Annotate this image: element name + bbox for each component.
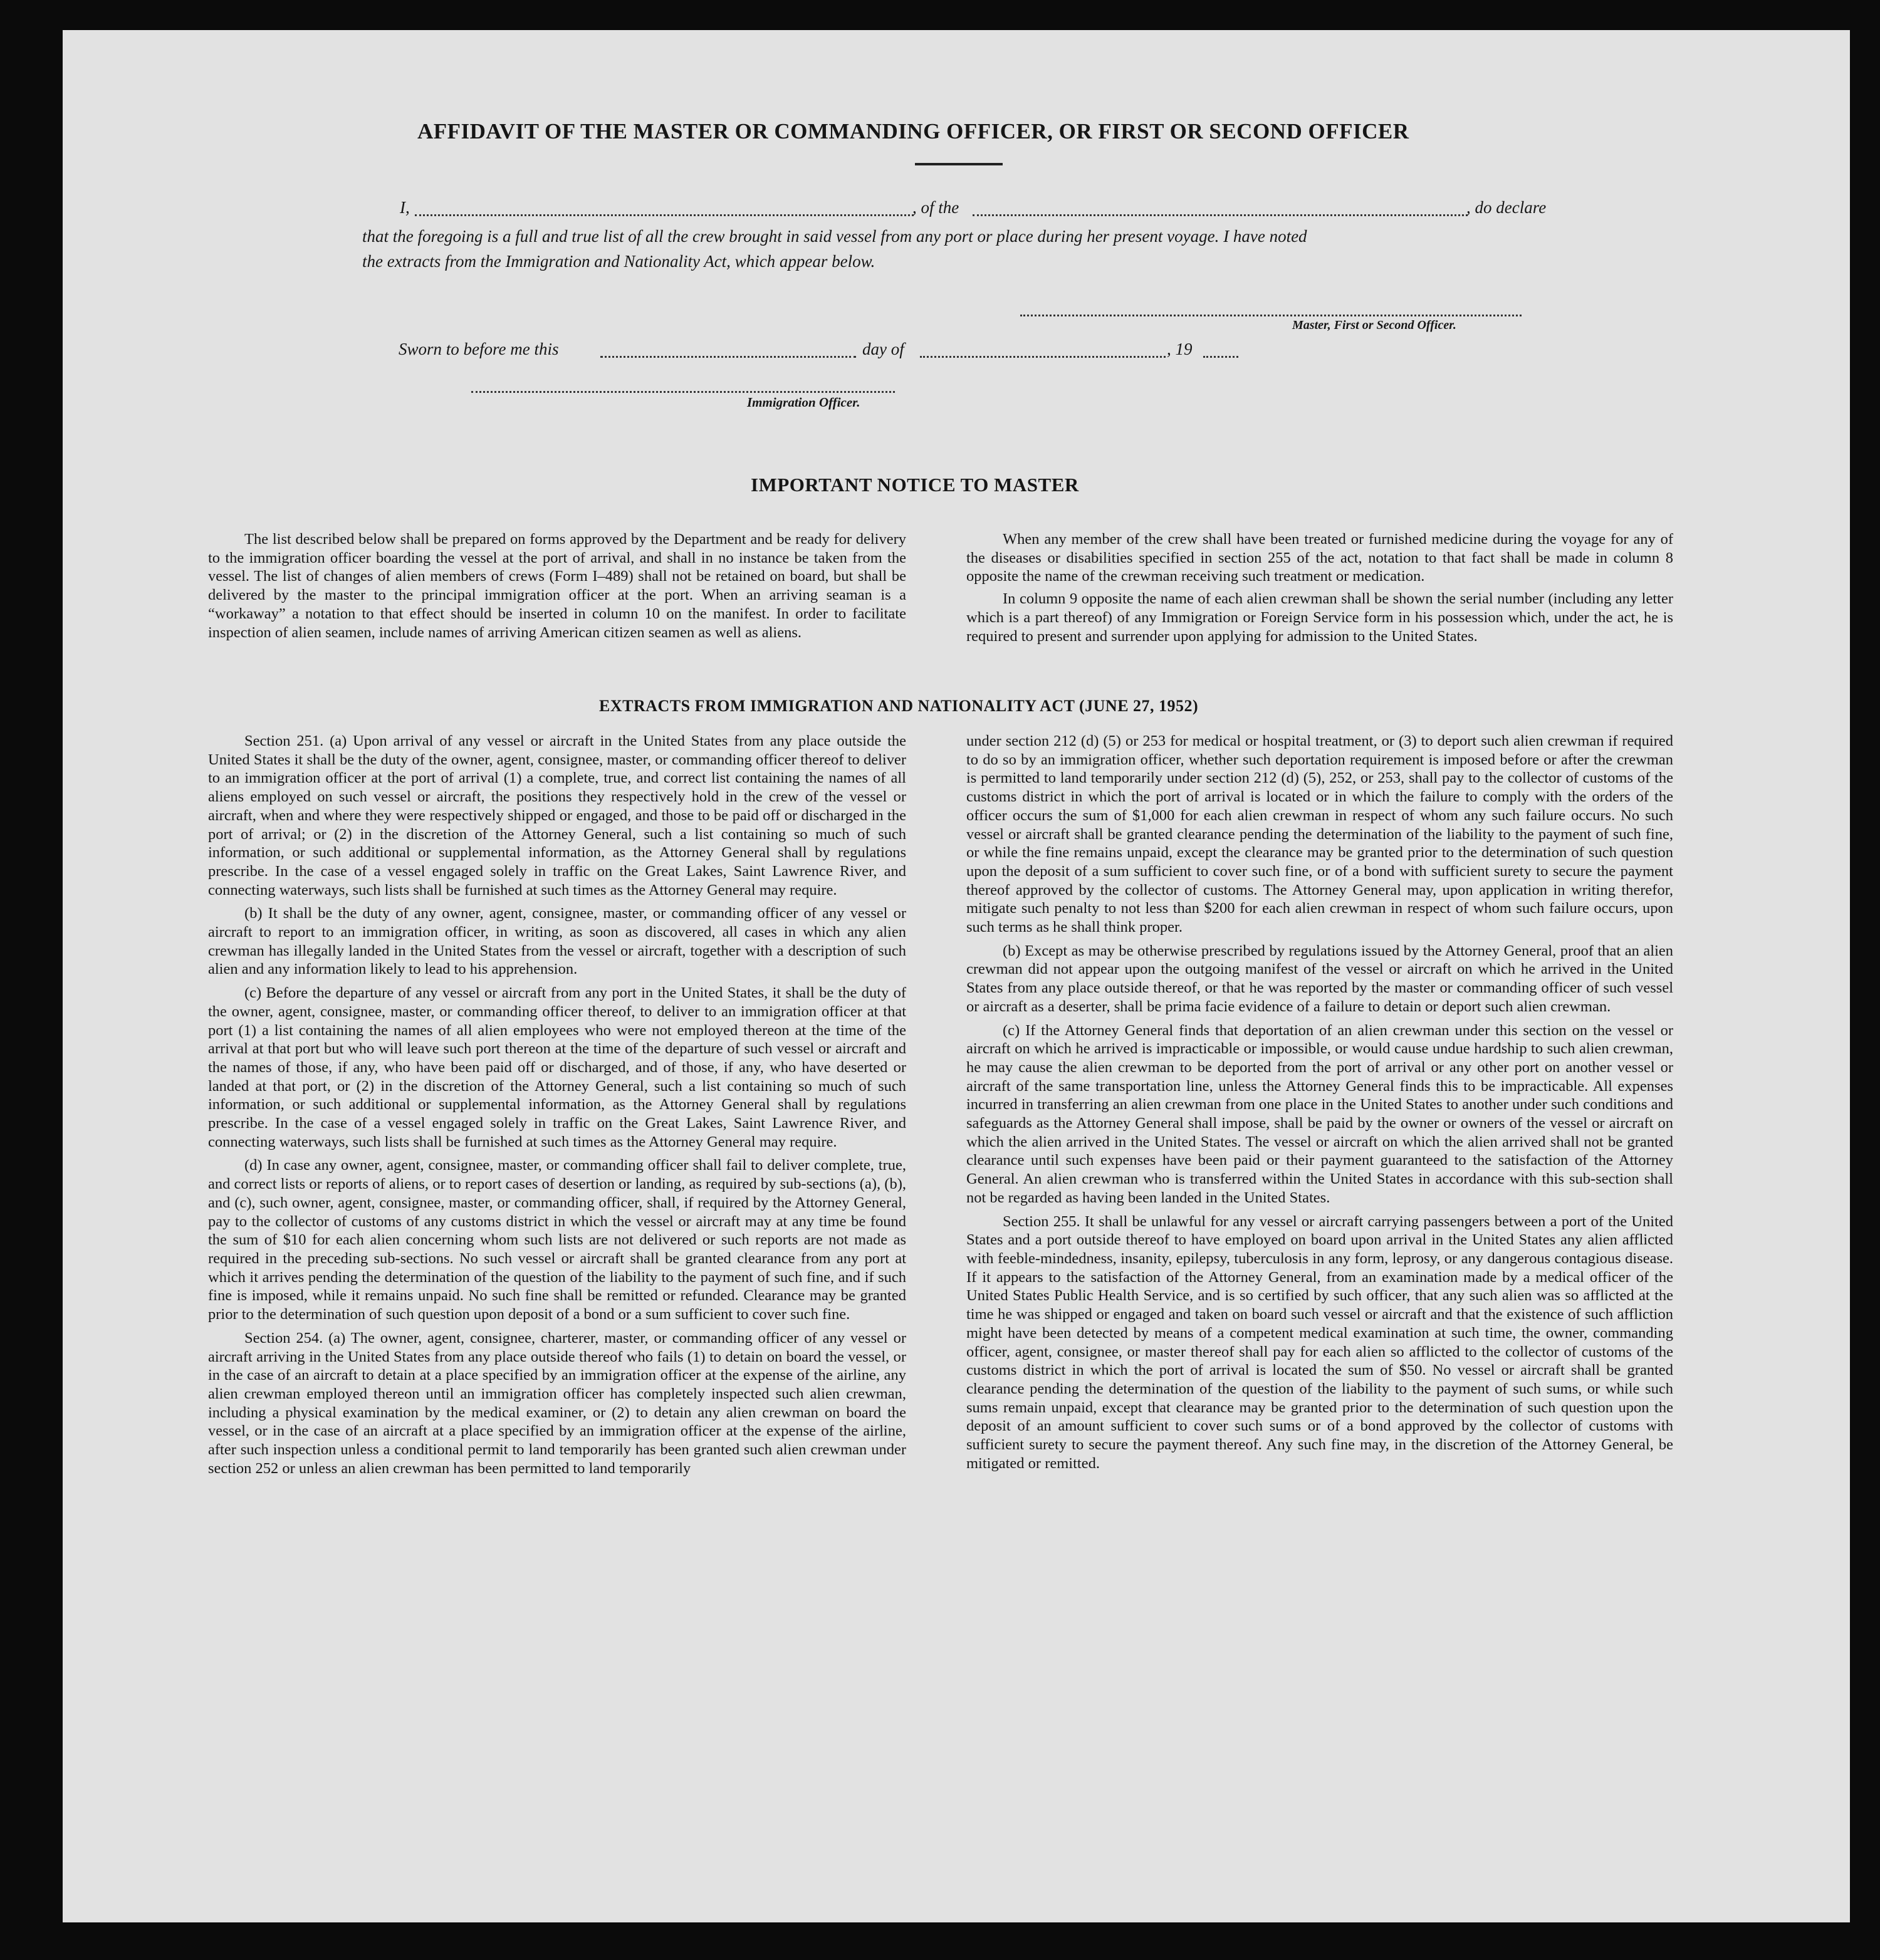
sworn-to-label: Sworn to before me this xyxy=(399,340,559,358)
notice-right-paragraph-1: When any member of the crew shall have been treated or furnished medicine during the voyage for any of the diseases or disabilities specified in section 255 of the act, notation to that fact shall be made in column 8 opposite the name of the crewman receiving such treatment or medication. xyxy=(966,531,1673,585)
sworn-month-blank xyxy=(920,356,1166,358)
officer-signature-label: Immigration Officer. xyxy=(747,395,860,410)
extracts-right-column xyxy=(966,732,1673,1478)
notice-left-paragraph: The list described below shall be prepared on forms approved by the Department and be ready for delivery to the immigration officer boarding the vessel at the port of arrival, and shall in no instance be taken from the vessel. The list of changes of alien members of crews (Form I–489) shall not be retained on board, but shall be delivered by the master to the principal immigration officer at the port. When an arriving seaman is a “workaway” a notation to that effect should be inserted in column 10 on the manifest. In order to facilitate inspection of alien seamen, include names of arriving American citizen seamen as well as aliens. xyxy=(208,531,906,641)
day-of-label: day of xyxy=(862,340,904,358)
notice-left-column xyxy=(208,530,906,647)
section-254-a-continued: under section 212 (d) (5) or 253 for medical or hospital treatment, or (3) to deport such alien crewman if required to do so by an immigration officer, whether such deportation requirement is imposed before or after the crewman is permitted to land temporarily under section 212 (d) (5), 252, or 253, shall pay to the collector of customs of the customs district in which the port of arrival is located or in which the failure to comply with the orders of the officer occurs the sum of $1,000 for each alien crewman in respect of whom any such failure occurs. No such vessel or aircraft shall be granted clearance pending the determination of the liability to the payment of such fine, or while the fine remains unpaid, except the clearance may be granted prior to the determination of such question upon the deposit of a sum sufficient to cover such fine, or of a bond with sufficient surety to secure the payment thereof approved by the collector of customs. The Attorney General may, upon application in writing therefor, mitigate such penalty to not less than $200 for each alien crewman in respect of whom such failure occurs, upon such terms as he shall think proper. xyxy=(966,732,1673,936)
section-254-a: Section 254. (a) The owner, agent, consignee, charterer, master, or commanding officer of any vessel or aircraft arriving in the United States from any place outside thereof who fails (1) to detain on board the vessel, or in the case of an aircraft to detain at a place specified by an immigration officer at the expense of the airline, any alien crewman employed thereon until an immigration officer has completely inspected such alien crewman, including a physical examination by the medical examiner, or (2) to detain any alien crewman on board the vessel, or in the case of an aircraft at a place specified by an immigration officer at the expense of the airline, after such inspection unless a conditional permit to land temporarily has been granted such alien crewman under section 252 or unless an alien crewman has been permitted to land temporarily xyxy=(208,1329,906,1477)
document-page xyxy=(63,30,1850,1922)
notice-right-column xyxy=(966,530,1673,650)
affidavit-title: AFFIDAVIT OF THE MASTER OR COMMANDING OFFICER, OR FIRST OR SECOND OFFICER xyxy=(417,119,1409,143)
name-blank xyxy=(415,214,914,216)
notice-heading: IMPORTANT NOTICE TO MASTER xyxy=(751,474,1079,496)
title-divider xyxy=(915,163,1003,165)
section-251-c: (c) Before the departure of any vessel or aircraft from any port in the United States, it shall be the duty of the owner, agent, consignee, master, or commanding officer thereof, to deliver to an immigration officer at that port (1) a list containing the names of all alien employees who were not employed thereon at the time of the arrival at that port but who will leave such port thereon at the time of the departure of such vessel or aircraft and the names of those, if any, who have been paid off or discharged, and of those, if any, who have deserted or landed at that port, or (2) in the discretion of the Attorney General, such a list containing so much of such information, or such additional or supplemental information, as the Attorney General shall by regulations prescribe. In the case of a vessel engaged solely in traffic on the Great Lakes, Saint Lawrence River, and connecting waterways, such lists shall be furnished at such times as the Attorney General may require. xyxy=(208,984,906,1150)
section-251-d: (d) In case any owner, agent, consignee, master, or commanding officer shall fail to deliver complete, true, and correct lists or reports of aliens, or to report cases of desertion or landing, as required by sub-sections (a), (b), and (c), such owner, agent, consignee, master, or commanding officer, shall, if required by the Attorney General, pay to the collector of customs of any customs district in which the vessel or aircraft may at any time be found the sum of $10 for each alien concerning whom such lists are not delivered or such reports are not made as required in the preceding sub-sections. No such vessel or aircraft shall be granted clearance from any port at which it arrives pending the determination of the question of the liability to the payment of such fine, and if such fine is imposed, while it remains unpaid. No such fine shall be remitted or refunded. Clearance may be granted prior to the determination of such question upon deposit of a bond or a sum sufficient to cover such fine. xyxy=(208,1157,906,1323)
master-signature-label: Master, First or Second Officer. xyxy=(1292,318,1456,332)
statement-line-1: that the foregoing is a full and true list of all the crew brought in said vessel from any port or place during her present voyage. I have noted xyxy=(362,227,1307,246)
statement-line-2: the extracts from the Immigration and Nationality Act, which appear below. xyxy=(362,252,875,271)
section-251-a: Section 251. (a) Upon arrival of any vessel or aircraft in the United States from any place outside the United States it shall be the duty of the owner, agent, consignee, master, or commanding officer thereof to deliver to an immigration officer at the port of arrival (1) a complete, true, and correct list containing the names of all aliens employed on such vessel or aircraft, the positions they respectively hold in the crew of the vessel or aircraft, when and where they were respectively shipped or engaged, and those to be paid off or discharged in the port of arrival; or (2) in the discretion of the Attorney General, such a list containing so much of such information, or such additional or supplemental information, as the Attorney General shall by regulations prescribe. In the case of a vessel engaged solely in traffic on the Great Lakes, Saint Lawrence River, and connecting waterways, such lists shall be furnished at such times as the Attorney General may require. xyxy=(208,732,906,899)
sworn-day-blank xyxy=(600,356,856,358)
section-251-b: (b) It shall be the duty of any owner, agent, consignee, master, or commanding officer of any vessel or aircraft to report to an immigration officer, in writing, as soon as discovered, all cases in which any alien crewman has illegally landed in the United States from the vessel or aircraft, together with a description of such alien and any information likely to lead to his apprehension. xyxy=(208,905,906,978)
declaration-i: I, xyxy=(400,198,410,217)
declaration-do-declare: , do declare xyxy=(1466,198,1547,217)
extracts-left-column xyxy=(208,732,906,1483)
extracts-heading: EXTRACTS FROM IMMIGRATION AND NATIONALITY ACT (JUNE 27, 1952) xyxy=(599,697,1199,715)
sworn-year-blank xyxy=(1203,356,1238,358)
section-254-c: (c) If the Attorney General finds that deportation of an alien crewman under this section on the vessel or aircraft on which he arrived is impracticable or impossible, or would cause undue hardship to such alien crewman, he may cause the alien crewman to be deported from the port of arrival or any other port on another vessel or aircraft of the same transportation line, unless the Attorney General finds this to be impracticable. All expenses incurred in transferring an alien crewman from one place in the United States to another under such conditions and safeguards as the Attorney General shall impose, shall be paid by the owner or owners of the vessel or aircraft on which the alien arrived in the United States. The vessel or aircraft on which the alien arrived shall not be granted clearance until such expenses have been paid or their payment guaranteed to the satisfaction of the Attorney General. An alien crewman who is transferred within the United States in accordance with this sub-section shall not be regarded as having been landed in the United States. xyxy=(966,1021,1673,1206)
officer-signature-line xyxy=(471,391,895,393)
section-254-b: (b) Except as may be otherwise prescribed by regulations issued by the Attorney General, proof that an alien crewman did not appear upon the outgoing manifest of the vessel or aircraft on which he arrived in the United States from any place outside thereof, or that he was reported by the master or commanding officer of such vessel or aircraft as a deserter, shall be prima facie evidence of a failure to detain or deport such alien crewman. xyxy=(966,942,1673,1015)
declaration-of-the: , of the xyxy=(912,198,959,217)
vessel-blank xyxy=(973,214,1468,216)
master-signature-line xyxy=(1020,315,1522,316)
year-prefix-label: , 19 xyxy=(1167,340,1193,358)
section-255: Section 255. It shall be unlawful for any vessel or aircraft carrying passengers between a port of the United States and a port outside thereof to have employed on board upon arrival in the United States any alien afflicted with feeble-mindedness, insanity, epilepsy, tuberculosis in any form, leprosy, or any dangerous contagious disease. If it appears to the satisfaction of the Attorney General, from an examination made by a medical officer of the United States Public Health Service, and is so certified by such officer, that any such alien was so afflicted at the time he was shipped or engaged and taken on board such vessel or aircraft and that the existence of such affliction might have been detected by means of a competent medical examination at such time, the owner, commanding officer, agent, consignee, or master thereof shall pay for each alien so afflicted to the collector of customs of the customs district in which the port of arrival is located the sum of $50. No vessel or aircraft shall be granted clearance pending the determination of the question of the liability to the payment of such sums, or while such sums remain unpaid, except that clearance may be granted prior to the determination of such question upon the deposit of an amount sufficient to cover such sums or of a bond approved by the collector of customs with sufficient surety to secure the payment thereof. Any such fine may, in the discretion of the Attorney General, be mitigated or remitted. xyxy=(966,1212,1673,1472)
notice-right-paragraph-2: In column 9 opposite the name of each alien crewman shall be shown the serial number (including any letter which is a part thereof) of any Immigration or Foreign Service form in his possession which, under the act, he is required to present and surrender upon applying for admission to the United States. xyxy=(966,590,1673,645)
